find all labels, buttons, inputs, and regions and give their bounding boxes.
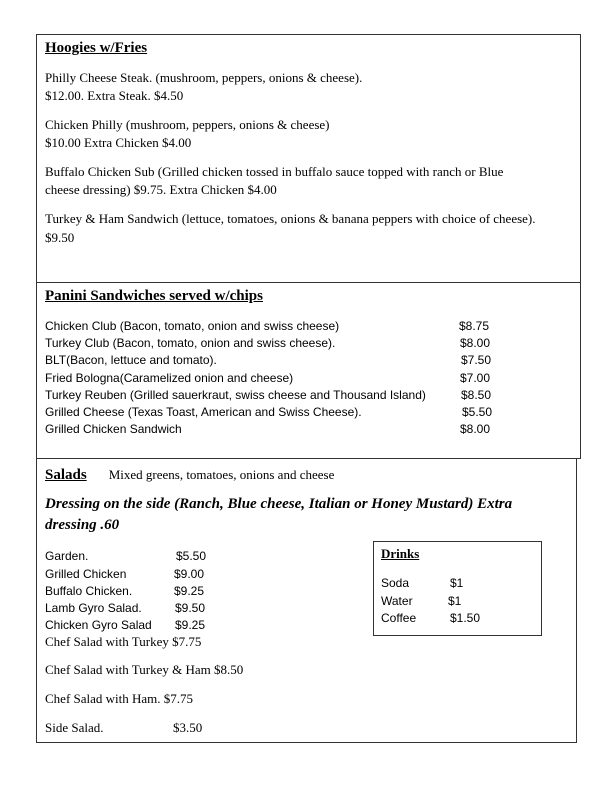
hoagie-item-line2: cheese dressing) $9.75. Extra Chicken $4.00 bbox=[45, 182, 277, 197]
panini-item-name: Grilled Cheese (Texas Toast, American and Swiss Cheese). bbox=[45, 405, 362, 419]
hoagies-heading: Hoogies w/Fries bbox=[45, 40, 148, 56]
salad-item-name: Garden. bbox=[45, 549, 89, 563]
drink-item-price: $1 bbox=[448, 594, 462, 608]
side-salad-price: $3.50 bbox=[173, 720, 203, 735]
hoagie-item-line2: $9.50 bbox=[45, 230, 75, 245]
salad-item-price: $5.50 bbox=[176, 549, 207, 563]
drink-item-name: Water bbox=[381, 594, 413, 608]
panini-item-price: $5.50 bbox=[462, 405, 493, 419]
salad-item-price: $9.50 bbox=[175, 601, 206, 615]
salad-item-price: $9.25 bbox=[174, 584, 205, 598]
panini-item-price: $8.75 bbox=[459, 319, 490, 333]
hoagie-item-line1: Buffalo Chicken Sub (Grilled chicken tossed in buffalo sauce topped with ranch or Blue bbox=[45, 164, 504, 179]
dressing-note-line2: dressing .60 bbox=[45, 517, 120, 533]
salad-item-name: Buffalo Chicken. bbox=[45, 584, 133, 598]
drink-item-name: Coffee bbox=[381, 611, 417, 625]
panini-item-name: Grilled Chicken Sandwich bbox=[45, 422, 182, 436]
panini-item-name: Fried Bologna(Caramelized onion and cheese) bbox=[45, 371, 294, 385]
panini-heading: Panini Sandwiches served w/chips bbox=[45, 288, 263, 304]
salad-item-name: Grilled Chicken bbox=[45, 567, 127, 581]
hoagie-item-line1: Turkey & Ham Sandwich (lettuce, tomatoes, onions & banana peppers with choice of cheese). bbox=[45, 211, 536, 226]
hoagies-section bbox=[36, 34, 581, 283]
hoagie-item-line1: Chicken Philly (mushroom, peppers, onions & cheese) bbox=[45, 117, 330, 132]
panini-section bbox=[36, 282, 581, 459]
panini-item-name: Chicken Club (Bacon, tomato, onion and swiss cheese) bbox=[45, 319, 340, 333]
drinks-box bbox=[373, 541, 542, 636]
panini-item-price: $8.00 bbox=[460, 422, 491, 436]
panini-item-name: Turkey Reuben (Grilled sauerkraut, swiss cheese and Thousand Island) bbox=[45, 388, 426, 402]
side-salad-name: Side Salad. bbox=[45, 720, 104, 735]
dressing-note-line1: Dressing on the side (Ranch, Blue cheese, Italian or Honey Mustard) Extra bbox=[45, 496, 513, 512]
chef-salad-ham: Chef Salad with Ham. $7.75 bbox=[45, 691, 194, 706]
salads-heading: Salads bbox=[45, 467, 87, 483]
panini-item-name: Turkey Club (Bacon, tomato, onion and swiss cheese). bbox=[45, 336, 336, 350]
salads-header bbox=[45, 466, 334, 484]
drink-item-name: Soda bbox=[381, 576, 410, 590]
panini-item-price: $7.00 bbox=[460, 371, 491, 385]
salads-subtitle: Mixed greens, tomatoes, onions and cheese bbox=[108, 467, 335, 482]
chef-salad-turkey: Chef Salad with Turkey $7.75 bbox=[45, 634, 202, 649]
salad-item-price: $9.00 bbox=[174, 567, 205, 581]
drink-item-price: $1 bbox=[450, 576, 464, 590]
chef-salad-turkey-ham: Chef Salad with Turkey & Ham $8.50 bbox=[45, 662, 244, 677]
panini-item-name: BLT(Bacon, lettuce and tomato). bbox=[45, 353, 217, 367]
panini-item-price: $8.50 bbox=[461, 388, 492, 402]
hoagie-item-line2: $12.00. Extra Steak. $4.50 bbox=[45, 88, 184, 103]
drink-item-price: $1.50 bbox=[450, 611, 481, 625]
salad-item-name: Chicken Gyro Salad bbox=[45, 618, 152, 632]
drinks-heading: Drinks bbox=[381, 546, 420, 561]
hoagie-item-line1: Philly Cheese Steak. (mushroom, peppers, onions & cheese). bbox=[45, 70, 363, 85]
panini-item-price: $7.50 bbox=[461, 353, 492, 367]
salad-item-price: $9.25 bbox=[175, 618, 206, 632]
panini-item-price: $8.00 bbox=[460, 336, 491, 350]
salad-item-name: Lamb Gyro Salad. bbox=[45, 601, 142, 615]
hoagie-item-line2: $10.00 Extra Chicken $4.00 bbox=[45, 135, 192, 150]
